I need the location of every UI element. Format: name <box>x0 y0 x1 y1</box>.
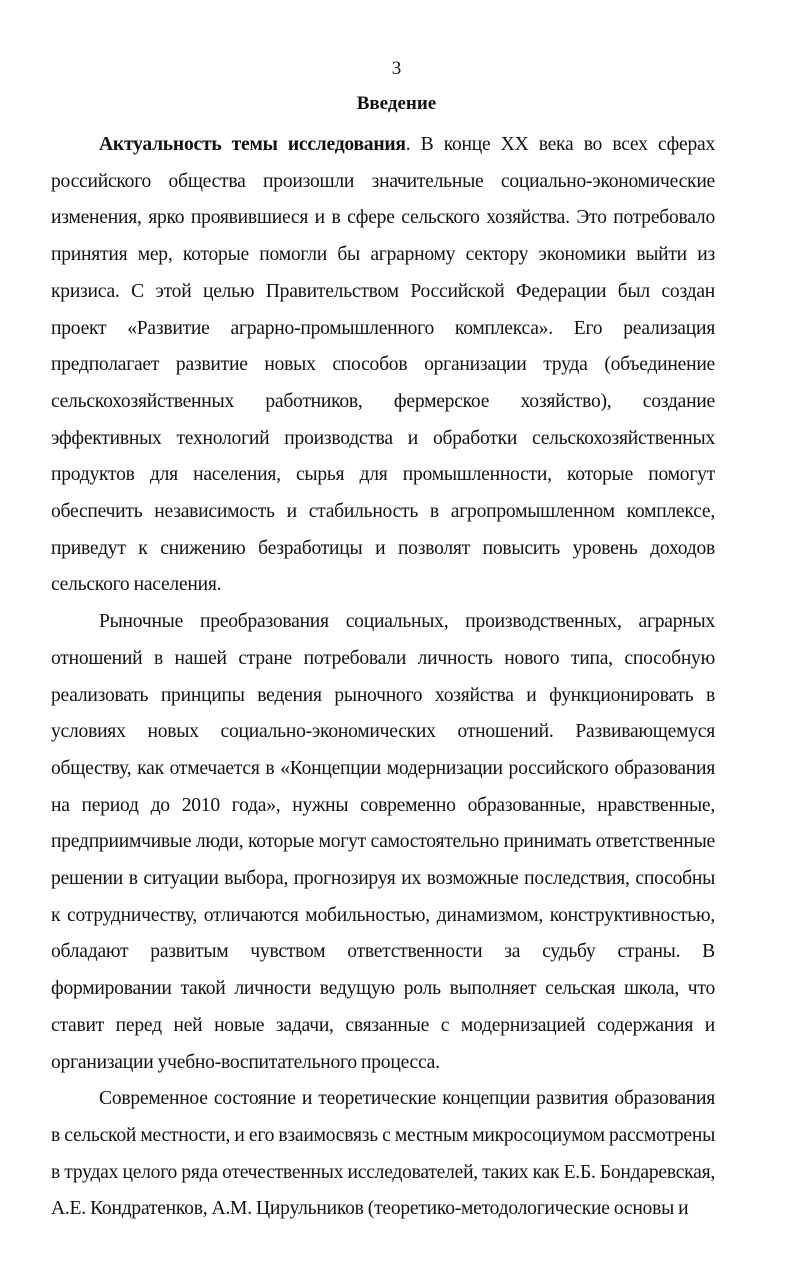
document-body <box>51 127 715 1228</box>
paragraph-current-state: Современное состояние и теоретические концепции развития образования в сельской местности, и его взаимосвязь с местным микросоциумом рассмотрены в трудах целого ряда отечественных исследователей, таких как Е.Б. Бондаревская, А.Е. Кондратенков, А.М. Цирульников (теоретико-методологические основы и <box>51 1088 715 1220</box>
paragraph-market-reforms: Рыночные преобразования социальных, производственных, аграрных отношений в нашей стране потребовали личность нового типа, способную реализовать принципы ведения рыночного хозяйства и функционировать в условиях новых социально-экономических отношений. Развивающемуся обществу, как отмечается в «Концепции модернизации российского образования на период до 2010 года», нужны современно образованные, нравственные, предприимчивые люди, которые могут самостоятельно принимать ответственные решении в ситуации выбора, прогнозируя их возможные последствия, способны к сотрудничеству, отличаются мобильностью, динамизмом, конструктивностью, обладают развитым чувством ответственности за судьбу страны. В формировании такой личности ведущую роль выполняет сельская школа, что ставит перед ней новые задачи, связанные с модернизацией содержания и организации учебно-воспитательного процесса. <box>51 611 715 1073</box>
paragraph-text: . В конце XX века во всех сферах российского общества произошли значительные социально-экономические изменения, ярко проявившиеся и в сфере сельского хозяйства. Это потребовало принятия мер, которые помогли бы аграрному сектору экономики выйти из кризиса. С этой целью Правительством Российской Федерации был создан проект «Развитие аграрно-промышленного комплекса». Его реализация предполагает развитие новых способов организации труда (объединение сельскохозяйственных работников, фермерское хозяйство), создание эффективных технологий производства и обработки сельскохозяйственных продуктов для населения, сырья для промышленности, которые помогут обеспечить независимость и стабильность в агропромышленном комплексе, приведут к снижению безработицы и позволят повысить уровень доходов сельского населения. <box>51 134 716 596</box>
page-number: 3 <box>391 58 402 79</box>
paragraph-lead: Актуальность темы исследования <box>99 134 406 155</box>
section-heading: Введение <box>356 93 437 114</box>
paragraph-relevance <box>51 127 715 604</box>
